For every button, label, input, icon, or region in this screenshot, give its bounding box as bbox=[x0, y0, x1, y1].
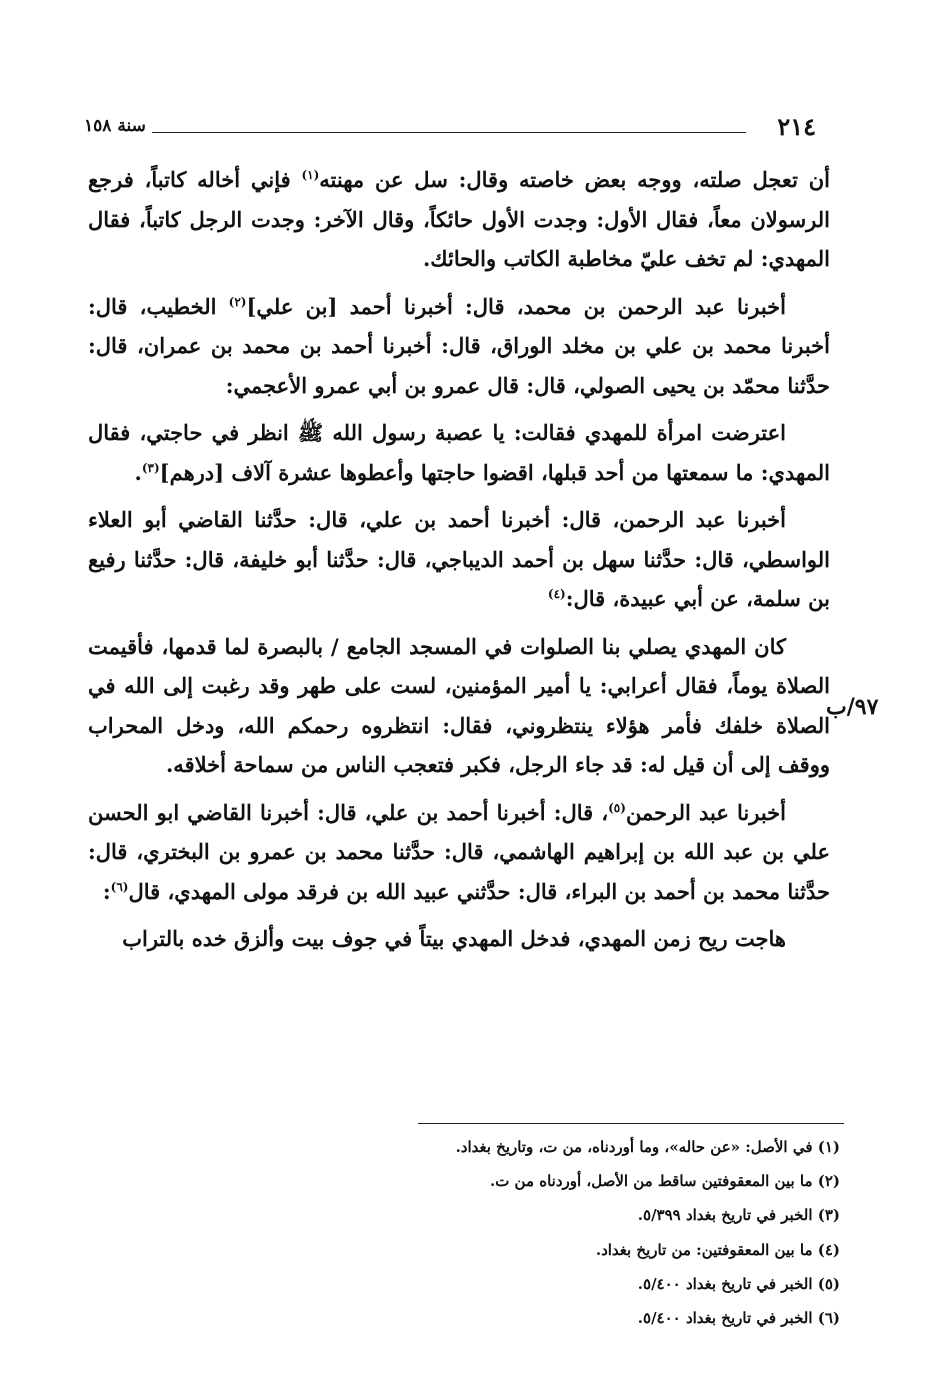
main-text bbox=[88, 160, 830, 959]
paragraph: أخبرنا عبد الرحمن، قال: أخبرنا أحمد بن علي، قال: حدَّثنا القاضي أبو العلاء الواسطي، قال: حدَّثنا سهل بن أحمد الديباجي، قال: حدَّثنا أبو خليفة، قال: حدَّثنا رفيع بن سلمة، عن أبي عبيدة، قال:$^{(٤)}$ bbox=[88, 507, 830, 611]
footnote-ref: (٣) bbox=[141, 460, 160, 475]
header-rule bbox=[152, 132, 746, 133]
footnote-ref: (٢) bbox=[228, 294, 247, 309]
footnote-ref: (٦) bbox=[110, 879, 129, 894]
footnote: (٢) ما بين المعقوفتين ساقط من الأصل، أوردناه من ت. bbox=[489, 1172, 840, 1191]
footnotes bbox=[300, 1130, 840, 1335]
paragraph: أن تعجل صلته، ووجه بعض خاصته وقال: سل عن مهنته$^{(١)}$ فإني أخاله كاتباً، فرجع الرسولان معاً، فقال الأول: وجدت الأول حائكاً، وقال الآخر: وجدت الرجل كاتباً، فقال المهدي: لم تخف عليّ مخاطبة الكاتب والحائك. bbox=[88, 167, 830, 271]
paragraph: هاجت ريح زمن المهدي، فدخل المهدي بيتاً في جوف بيت وألزق خده بالتراب bbox=[122, 926, 786, 951]
footnote-ref: (٤) bbox=[547, 587, 566, 601]
manuscript-folio-note: ٩٧/ب bbox=[826, 694, 879, 720]
year-label: سنة ١٥٨ bbox=[84, 116, 146, 136]
footnote: (٦) الخبر في تاريخ بغداد ٥/٤٠٠. bbox=[637, 1309, 840, 1328]
page-header bbox=[84, 112, 816, 148]
paragraph: أخبرنا عبد الرحمن$^{(٥)}$، قال: أخبرنا أحمد بن علي، قال: أخبرنا القاضي ابو الحسن علي بن عبد الله بن إبراهيم الهاشمي، قال: حدَّثنا محمد بن عمرو بن البختري، قال: حدَّثنا محمد بن أحمد بن البراء، قال: حدَّثني عبيد الله بن فرقد مولى المهدي، قال$^{(٦)}$: bbox=[88, 799, 830, 904]
footnote: (٣) الخبر في تاريخ بغداد ٥/٣٩٩. bbox=[637, 1206, 840, 1225]
paragraph: أخبرنا عبد الرحمن بن محمد، قال: أخبرنا أحمد [بن علي]$^{(٢)}$ الخطيب، قال: أخبرنا محمد بن علي بن مخلد الوراق، قال: أخبرنا أحمد بن محمد بن عمران، قال: حدَّثنا محمّد بن يحيى الصولي، قال: قال عمرو بن أبي عمرو الأعجمي: bbox=[88, 293, 830, 398]
paragraph: كان المهدي يصلي بنا الصلوات في المسجد الجامع / بالبصرة لما قدمها، فأقيمت الصلاة يوماً، فقال أعرابي: يا أمير المؤمنين، لست على طهر وقد رغبت إلى الله في الصلاة خلفك فأمر هؤلاء ينتظروني، فقال: انتظروه رحمكم الله، ودخل المحراب ووقف إلى أن قيل له: قد جاء الرجل، فكبر فتعجب الناس من سماحة أخلاقه. bbox=[88, 633, 830, 777]
footnote-ref: (١) bbox=[301, 168, 320, 182]
paragraph: اعترضت امرأة للمهدي فقالت: يا عصبة رسول الله ﷺ انظر في حاجتي، فقال المهدي: ما سمعتها من أحد قبلها، اقضوا حاجتها وأعطوها عشرة آلاف [درهم]$^{(٣)}$. bbox=[88, 420, 830, 485]
footnote-ref: (٥) bbox=[608, 800, 626, 815]
footnote-rule bbox=[418, 1123, 844, 1124]
footnote: (١) في الأصل: «عن حاله»، وما أوردناه، من ت، وتاريخ بغداد. bbox=[455, 1138, 840, 1156]
footnote: (٥) الخبر في تاريخ بغداد ٥/٤٠٠. bbox=[637, 1274, 840, 1293]
page-number: ٢١٤ bbox=[777, 112, 816, 141]
footnote: (٤) ما بين المعقوفتين: من تاريخ بغداد. bbox=[595, 1240, 840, 1259]
